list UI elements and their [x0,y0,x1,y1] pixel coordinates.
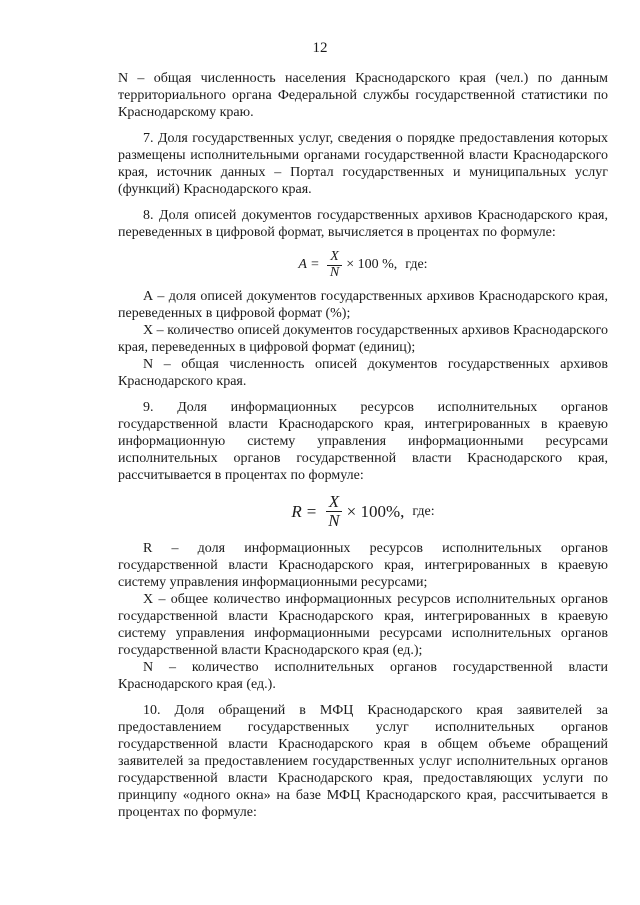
formula-a-numerator: X [327,250,342,266]
formula-r-denominator: N [328,511,340,531]
document-body [118,70,608,830]
definition-n: N – общая численность описей документов государственных архивов Краснодарского края. [118,357,608,390]
definition-n-2: N – количество исполнительных органов государственной власти Краснодарского края (ед.). [118,660,608,693]
paragraph-item-8: 8. Доля описей документов государственных архивов Краснодарского края, переведенных в цифровой формат, вычисляется в процентах по формуле: [118,208,608,240]
formula-a-lhs: A [298,257,307,273]
formula-a-denominator: N [329,264,340,280]
formula-a-multiplier: × 100 %, [346,257,398,273]
formula-r-numerator: X [326,493,342,512]
formula-a-fraction [327,250,342,280]
paragraph-n-population: N – общая численность населения Краснодарского края (чел.) по данным территориального органа Федеральной службы государственной статистики по Краснодарскому краю. [118,71,608,120]
definition-x-2: Х – общее количество информационных ресурсов исполнительных органов государственной власти Краснодарского края, интегрированных в краевую систему управления информационными ресурсами исполнительных органов государственной власти Краснодарского края (ед.); [118,592,608,659]
definition-r: R – доля информационных ресурсов исполнительных органов государственной власти Краснодарского края, интегрированных в краевую систему управления информационными ресурсами; [118,541,608,591]
page-number: 12 [312,40,328,56]
formula-r-eq: = [306,501,317,521]
paragraph-item-9: 9. Доля информационных ресурсов исполнительных органов государственной власти Краснодарского края, интегрированных в краевую информационную систему управления информационными ресурсами исполнительных органов государственной власти Краснодарского края, рассчитывается в процентах по формуле: [118,400,608,484]
definition-x: Х – количество описей документов государственных архивов Краснодарского края, переведенных в цифровой формат (единиц); [118,323,608,356]
formula-a [118,250,608,280]
formula-r-fraction [325,493,342,530]
formula-r-where: где: [412,503,435,519]
definition-a: А – доля описей документов государственных архивов Краснодарского края, переведенных в цифровой формат (%); [118,289,608,322]
formula-r [118,493,608,530]
paragraph-item-10: 10. Доля обращений в МФЦ Краснодарского края заявителей за предоставлением государственных услуг исполнительных органов государственной власти Краснодарского края в общем объеме обращений заявителей за предоставлением государственных услуг исполнительных органов государственной власти Краснодарского края, предоставляющих услуги по принципу «одного окна» на базе МФЦ Краснодарского края, рассчитывается в процентах по формуле: [118,703,608,821]
formula-r-lhs: R [291,501,302,521]
formula-a-where: где: [405,257,428,273]
paragraph-item-7: 7. Доля государственных услуг, сведения о порядке предоставления которых размещены исполнительными органами государственной власти Краснодарского края, источник данных – Портал государственных и муниципальных услуг (функций) Краснодарского края. [118,131,608,197]
formula-a-eq: = [310,257,319,273]
formula-r-multiplier: × 100%, [346,501,405,521]
